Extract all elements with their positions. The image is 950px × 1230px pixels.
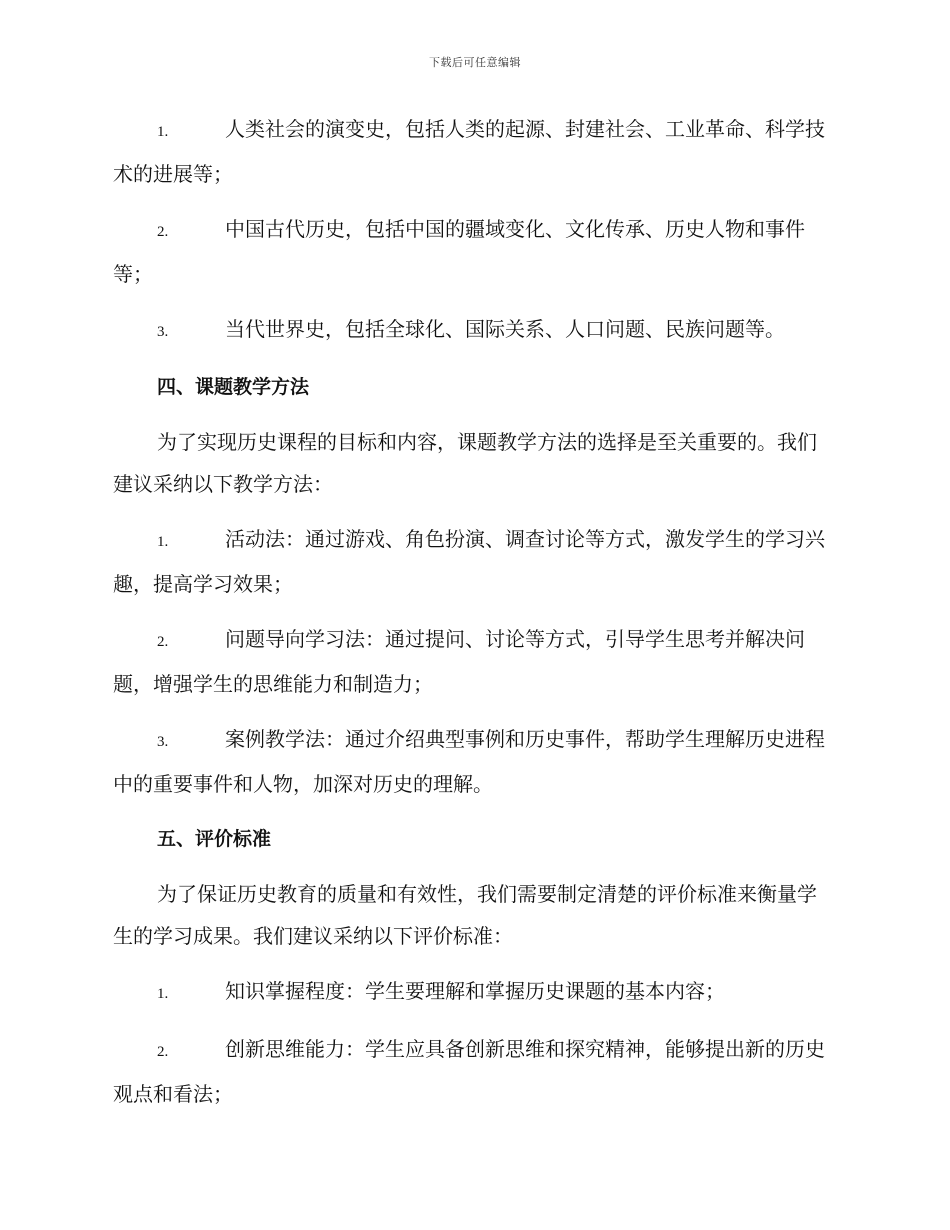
- list-text: 中国古代历史，包括中国的疆域变化、文化传承、历史人物和事件等；: [113, 217, 805, 286]
- list-text: 当代世界史，包括全球化、国际关系、人口问题、民族问题等。: [225, 317, 785, 341]
- page-header: 下载后可任意编辑: [429, 56, 521, 69]
- list-number: 1.: [157, 534, 169, 550]
- list-item: [113, 208, 835, 295]
- list-item: [113, 718, 835, 805]
- section-heading-teaching-methods: 四、课题教学方法: [157, 376, 310, 398]
- list-number: 3.: [157, 734, 169, 750]
- list-number: 2.: [157, 1044, 169, 1060]
- section-heading-evaluation: 五、评价标准: [157, 828, 272, 850]
- list-item: [113, 108, 835, 195]
- list-item: [113, 970, 835, 1015]
- list-number: 1.: [157, 124, 169, 140]
- list-number: 1.: [157, 986, 169, 1002]
- section-intro-paragraph: 为了实现历史课程的目标和内容，课题教学方法的选择是至关重要的。我们建议采纳以下教学方法：: [113, 430, 817, 496]
- list-text: 活动法：通过游戏、角色扮演、调查讨论等方式，激发学生的学习兴趣，提高学习效果；: [113, 527, 825, 596]
- list-number: 2.: [157, 634, 169, 650]
- list-item: [113, 308, 835, 353]
- list-item: [113, 518, 835, 605]
- list-number: 3.: [157, 324, 169, 340]
- list-text: 人类社会的演变史，包括人类的起源、封建社会、工业革命、科学技术的进展等；: [113, 117, 825, 186]
- list-text: 创新思维能力：学生应具备创新思维和探究精神，能够提出新的历史观点和看法；: [113, 1037, 825, 1106]
- list-number: 2.: [157, 224, 169, 240]
- section-intro-paragraph: 为了保证历史教育的质量和有效性，我们需要制定清楚的评价标准来衡量学生的学习成果。我们建议采纳以下评价标准：: [113, 882, 817, 948]
- list-item: [113, 1028, 835, 1115]
- document-body: [113, 108, 835, 1128]
- list-text: 知识掌握程度：学生要理解和掌握历史课题的基本内容；: [225, 979, 725, 1003]
- list-text: 问题导向学习法：通过提问、讨论等方式，引导学生思考并解决问题，增强学生的思维能力和制造力；: [113, 627, 805, 696]
- list-text: 案例教学法：通过介绍典型事例和历史事件，帮助学生理解历史进程中的重要事件和人物，加深对历史的理解。: [113, 727, 825, 796]
- list-item: [113, 618, 835, 705]
